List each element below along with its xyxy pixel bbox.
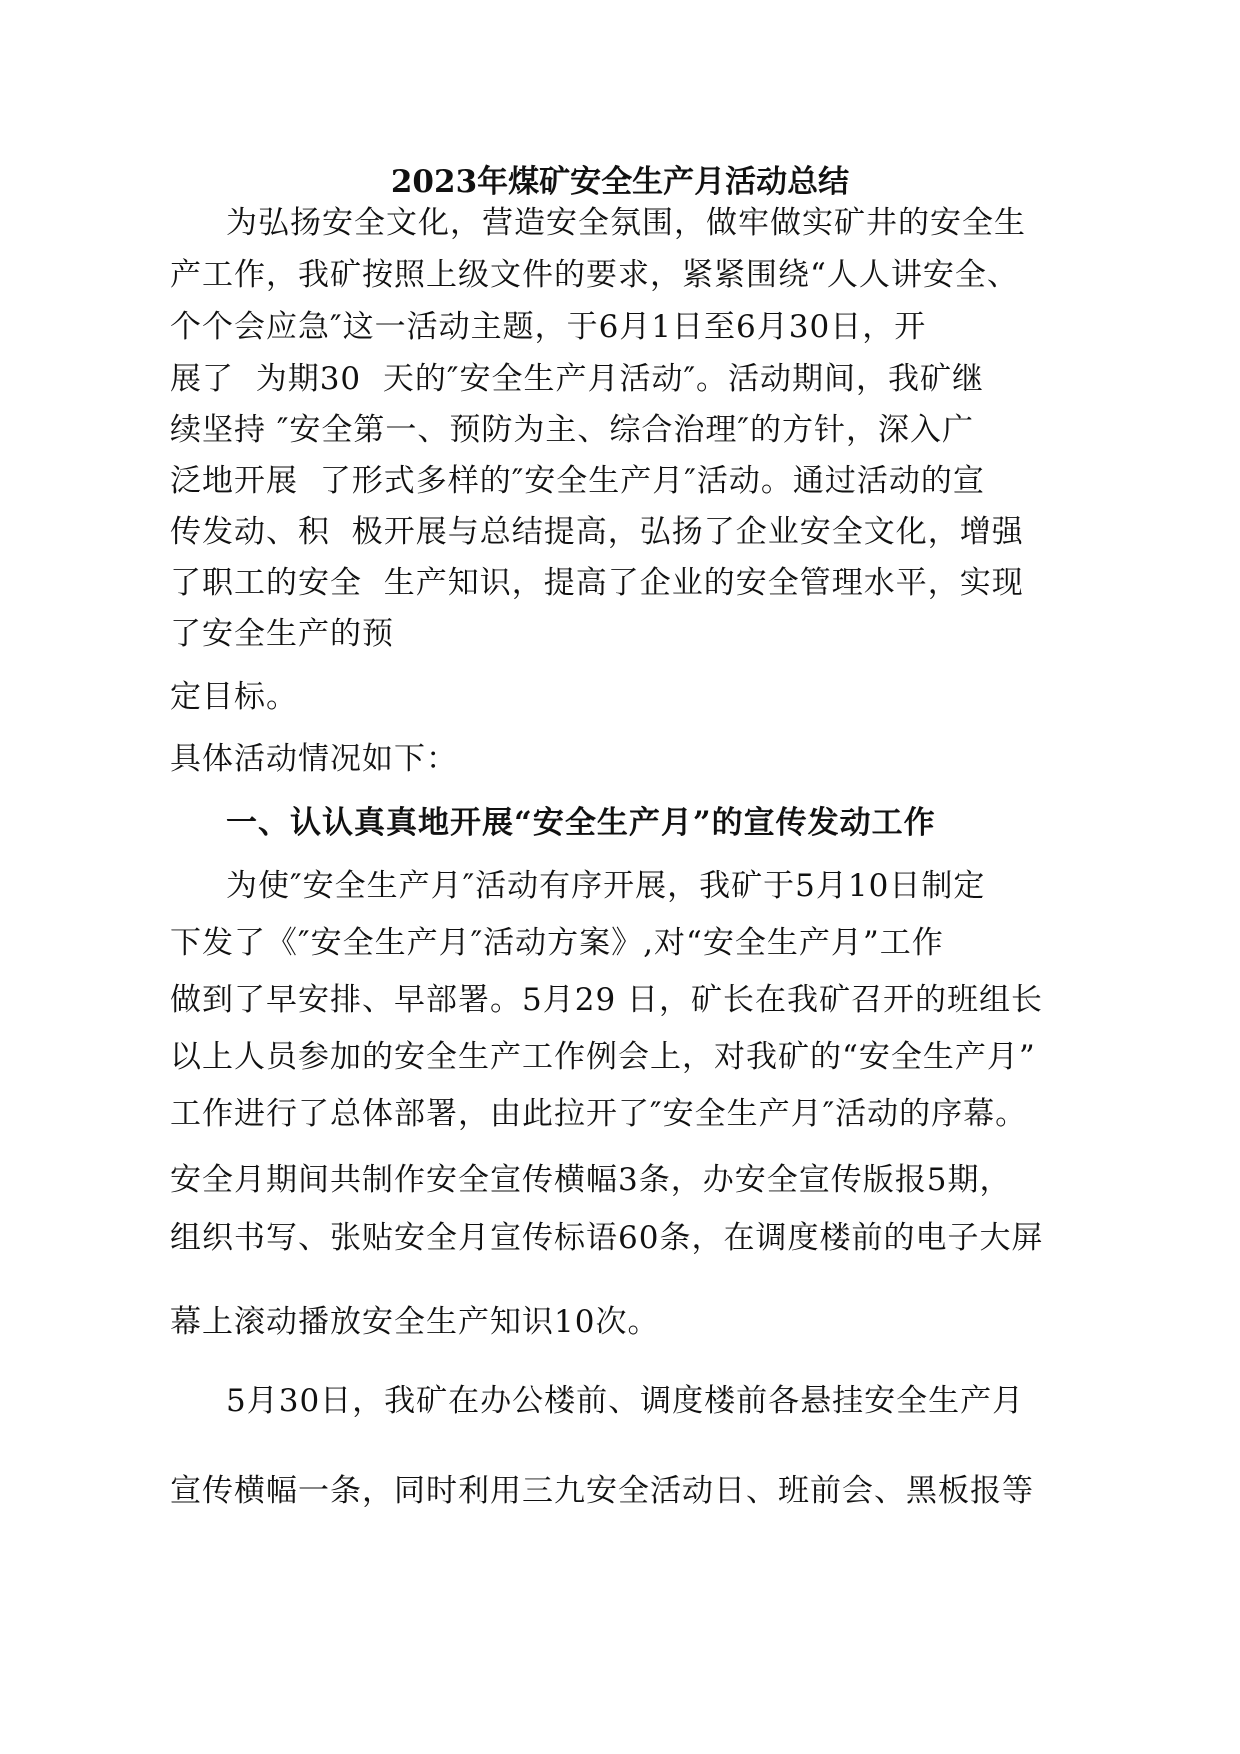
stats-line: 幕上滚动播放安全生产知识10次。 [170, 1304, 660, 1340]
stats-line: 安全月期间共制作安全宣传横幅3条，办安全宣传版报5期， [170, 1162, 1012, 1198]
section-line: 以上人员参加的安全生产工作例会上，对我矿的“安全生产月” [170, 1039, 1036, 1075]
intro-line: 产工作，我矿按照上级文件的要求，紧紧围绕“人人讲安全、 [170, 257, 1019, 293]
intro-line: 展了 为期30 天的″安全生产月活动″。活动期间，我矿继 [170, 361, 985, 397]
intro-line: 个个会应急″这一活动主题，于6月1日至6月30日，开 [170, 309, 927, 345]
stats-line: 组织书写、张贴安全月宣传标语60条，在调度楼前的电子大屏 [170, 1220, 1044, 1256]
intro-line: 泛地开展 了形式多样的″安全生产月″活动。通过活动的宣 [170, 463, 985, 499]
goal-line: 定目标。 [170, 679, 298, 715]
intro-line: 为弘扬安全文化，营造安全氛围，做牢做实矿井的安全生 [226, 205, 1026, 241]
section-line: 为使″安全生产月″活动有序开展，我矿于5月10日制定 [226, 868, 986, 904]
details-intro: 具体活动情况如下： [170, 741, 458, 777]
section-line: 做到了早安排、早部署。5月29 日，矿长在我矿召开的班组长 [170, 982, 1044, 1018]
intro-line: 续坚持 ″安全第一、预防为主、综合治理″的方针，深入广 [170, 412, 975, 448]
may30-line: 宣传横幅一条，同时利用三九安全活动日、班前会、黑板报等 [170, 1473, 1034, 1509]
intro-line: 了职工的安全 生产知识，提高了企业的安全管理水平，实现 [170, 565, 1024, 601]
section-heading: 一、认认真真地开展“安全生产月”的宣传发动工作 [226, 805, 936, 841]
may30-line: 5月30日，我矿在办公楼前、调度楼前各悬挂安全生产月 [226, 1383, 1025, 1419]
intro-line: 传发动、积 极开展与总结提高，弘扬了企业安全文化，增强 [170, 514, 1024, 550]
intro-line: 了安全生产的预 [170, 616, 394, 652]
section-line: 下发了《″安全生产月″活动方案》,对“安全生产月”工作 [170, 925, 944, 961]
section-line: 工作进行了总体部署，由此拉开了″安全生产月″活动的序幕。 [170, 1096, 1028, 1132]
document-title: 2023年煤矿安全生产月活动总结 [390, 164, 850, 200]
